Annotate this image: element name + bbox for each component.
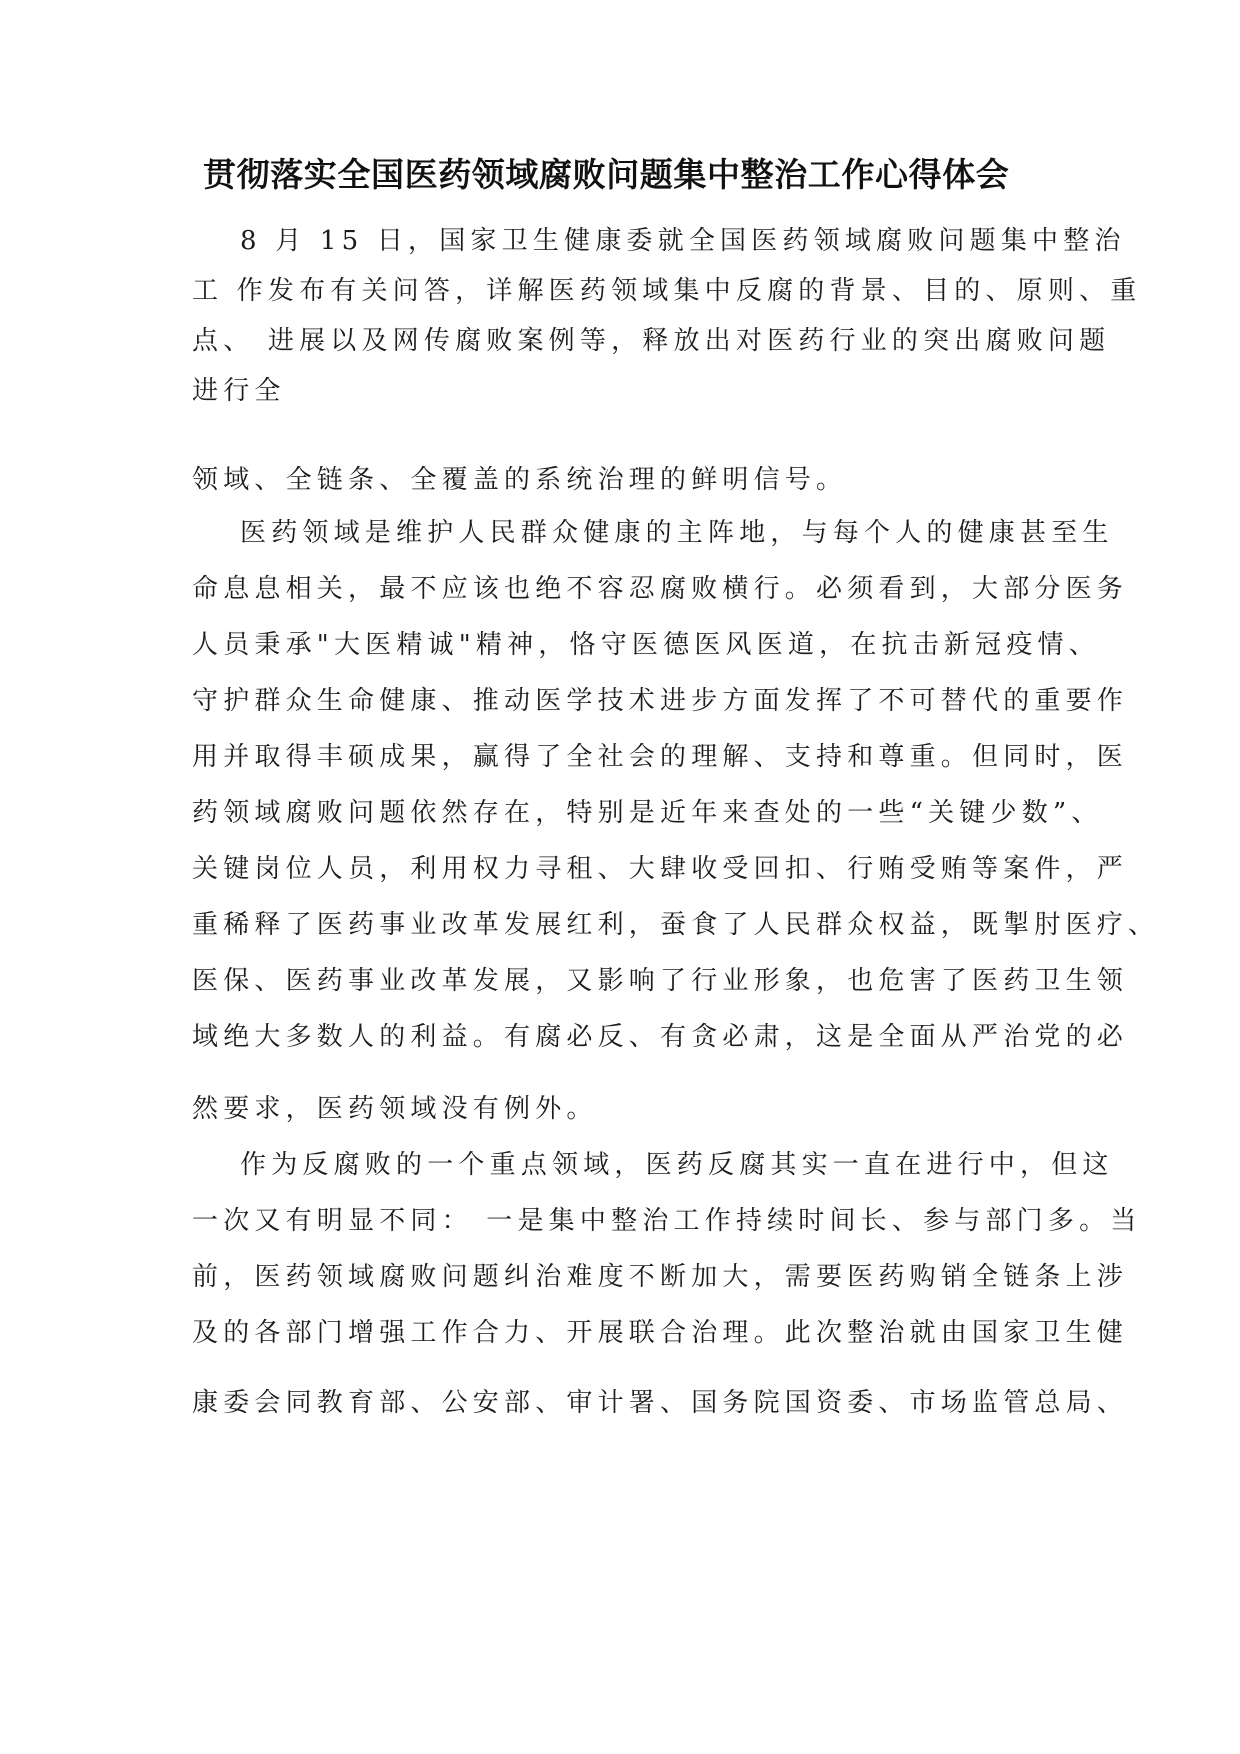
paragraph-2-line-8: 重稀释了医药事业改革发展红利，蚕食了人民群众权益，既掣肘医疗、 (192, 910, 1160, 940)
paragraph-3-line-3: 前，医药领域腐败问题纠治难度不断加大，需要医药购销全链条上涉 (192, 1262, 1129, 1292)
paragraph-2-line-1: 医药领域是维护人民群众健康的主阵地，与每个人的健康甚至生 (240, 518, 1114, 548)
paragraph-2-line-5: 用并取得丰硕成果，赢得了全社会的理解、支持和尊重。但同时，医 (192, 742, 1129, 772)
paragraph-2-line-4: 守护群众生命健康、推动医学技术进步方面发挥了不可替代的重要作 (192, 686, 1129, 716)
paragraph-3-line-5: 康委会同教育部、公安部、审计署、国务院国资委、市场监管总局、 (192, 1388, 1129, 1418)
paragraph-2-line-9: 医保、医药事业改革发展，又影响了行业形象，也危害了医药卫生领 (192, 966, 1129, 996)
paragraph-1-line-4: 进行全 (192, 376, 286, 406)
paragraph-1-line-3: 点、 进展以及网传腐败案例等，释放出对医药行业的突出腐败问题 (192, 326, 1111, 356)
paragraph-1-line-1: 8 月 15 日，国家卫生健康委就全国医药领域腐败问题集中整治 (240, 226, 1126, 256)
paragraph-2-line-6: 药领域腐败问题依然存在，特别是近年来查处的一些“关键少数”、 (192, 798, 1103, 828)
paragraph-2-line-7: 关键岗位人员，利用权力寻租、大肆收受回扣、行贿受贿等案件，严 (192, 854, 1129, 884)
paragraph-3-line-1: 作为反腐败的一个重点领域，医药反腐其实一直在进行中，但这 (240, 1150, 1114, 1180)
paragraph-2-line-3: 人员秉承"大医精诚"精神，恪守医德医风医道，在抗击新冠疫情、 (192, 630, 1100, 660)
paragraph-2-line-2: 命息息相关，最不应该也绝不容忍腐败横行。必须看到，大部分医务 (192, 574, 1129, 604)
paragraph-2-line-10: 域绝大多数人的利益。有腐必反、有贪必肃，这是全面从严治党的必 (192, 1022, 1129, 1052)
paragraph-1-line-2: 工 作发布有关问答，详解医药领域集中反腐的背景、目的、原则、重 (192, 276, 1142, 306)
document-title: 贯彻落实全国医药领域腐败问题集中整治工作心得体会 (203, 155, 1010, 194)
paragraph-2-line-11: 然要求，医药领域没有例外。 (192, 1094, 598, 1124)
paragraph-3-line-2: 一次又有明显不同： 一是集中整治工作持续时间长、参与部门多。当 (192, 1206, 1142, 1236)
paragraph-3-line-4: 及的各部门增强工作合力、开展联合治理。此次整治就由国家卫生健 (192, 1318, 1129, 1348)
paragraph-1-line-5: 领域、全链条、全覆盖的系统治理的鲜明信号。 (192, 465, 848, 495)
